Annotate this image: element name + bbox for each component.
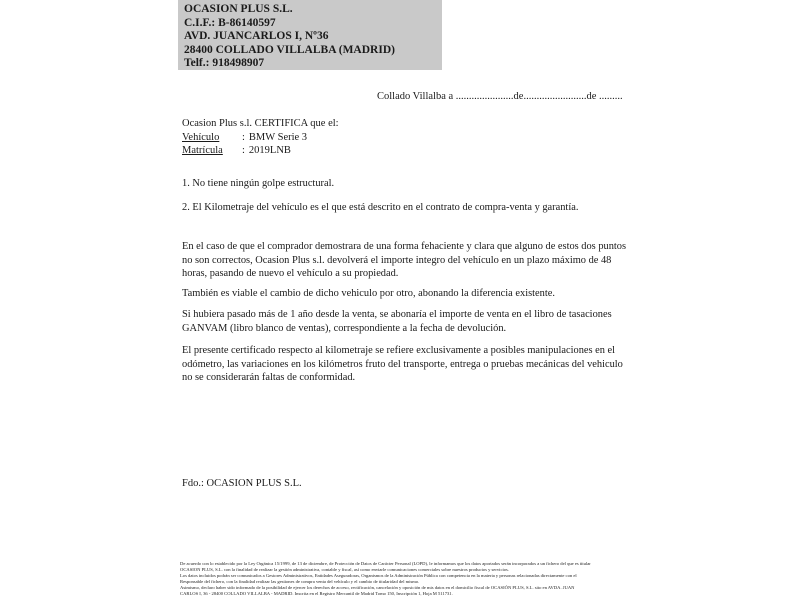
plate-separator: : xyxy=(242,145,245,156)
letterhead-address: AVD. JUANCARLOS I, Nº36 xyxy=(184,30,329,42)
vehicle-field xyxy=(182,132,307,143)
statement-2: 2. El Kilometraje del vehículo es el que está descrito en el contrato de compra-venta y garantía. xyxy=(182,202,579,213)
plate-value: 2019LNB xyxy=(248,145,291,156)
paragraph-refund-terms: En el caso de que el comprador demostrara de una forma fehaciente y clara que alguno de estos dos puntos no son correctos, Ocasion Plus s.l. devolverá el importe integro del vehículo en un plazo máximo de 48 horas, pasando de nuevo el vehículo a su propiedad. xyxy=(182,241,627,279)
plate-label: Matrícula xyxy=(182,145,223,156)
letterhead-company-name: OCASION PLUS S.L. xyxy=(184,3,293,15)
vehicle-value: BMW Serie 3 xyxy=(248,132,308,143)
date-fill-in-line: Collado Villalba a ......................de........................de ......... xyxy=(377,91,623,102)
legal-line: Asimismo, declaro haber sido informado de la posibilidad de ejercer los derechos de acceso, rectificación, cancelación y oposición de mis datos en el domicilio fiscal de OCASIÓN PLUS, S.L. sito en AVDA. JUAN xyxy=(180,584,575,590)
paragraph-mileage-disclaimer: El presente certificado respecto al kilometraje se refiere exclusivamente a posibles manipulaciones en el odómetro, las variaciones en los kilómetros fruto del transporte, entrega o pruebas mecánicas del vehiculo no se considerarán faltas de conformidad. xyxy=(182,345,623,383)
letterhead-phone: Telf.: 918498907 xyxy=(184,57,265,69)
legal-line: CARLOS I, 36 - 28400 COLLADO VILLALBA - MADRID. Inscrita en el Registro Mercantil de Madrid Tomo 150, Inscripción 1, Hoja M 511731. xyxy=(180,590,453,596)
paragraph-exchange-option: También es viable el cambio de dicho vehiculo por otro, abonando la diferencia existente. xyxy=(182,288,555,299)
vehicle-label: Vehículo xyxy=(182,132,220,143)
plate-field xyxy=(182,145,291,156)
legal-fine-print xyxy=(180,561,616,596)
signature-line: Fdo.: OCASION PLUS S.L. xyxy=(182,478,302,489)
vehicle-separator: : xyxy=(242,132,245,143)
paragraph-ganvam-valuation: Si hubiera pasado más de 1 año desde la venta, se abonaría el importe de venta en el libro de tasaciones GANVAM (libro blanco de ventas), correspondiente a la fecha de devolución. xyxy=(182,309,612,334)
statement-1: 1. No tiene ningún golpe estructural. xyxy=(182,178,335,189)
letterhead-cif: C.I.F.: B-86140597 xyxy=(184,16,276,29)
legal-line: De acuerdo con lo establecido por la Ley Orgánica 15/1999, de 13 de diciembre, de Protección de Datos de Carácter Personal (LOPD), le informamos que los datos aportados serán incorporados a un fichero del que es titular xyxy=(180,561,591,566)
legal-line: Responsable del fichero, con la finalidad realizar las gestiones de compra venta del vehículo y el cambio de titularidad del mismo. xyxy=(180,578,420,584)
certification-intro: Ocasion Plus s.l. CERTIFICA que el: xyxy=(182,118,339,129)
legal-line: Los datos incluidos podrán ser comunicados a Gestores Administrativos, Entidades Aseguradoras, Organismos de la Administración Pública con competencia en la materia y personas relacionadas directamente con el xyxy=(180,572,577,578)
legal-line: OCASION PLUS, S.L. con la finalidad de realizar la gestión administrativa, contable y fiscal, así como enviarle comunicaciones comerciales sobre nuestros productos y servicios. xyxy=(180,566,509,572)
letterhead-city: 28400 COLLADO VILLALBA (MADRID) xyxy=(184,43,395,56)
letterhead-block xyxy=(178,0,442,70)
